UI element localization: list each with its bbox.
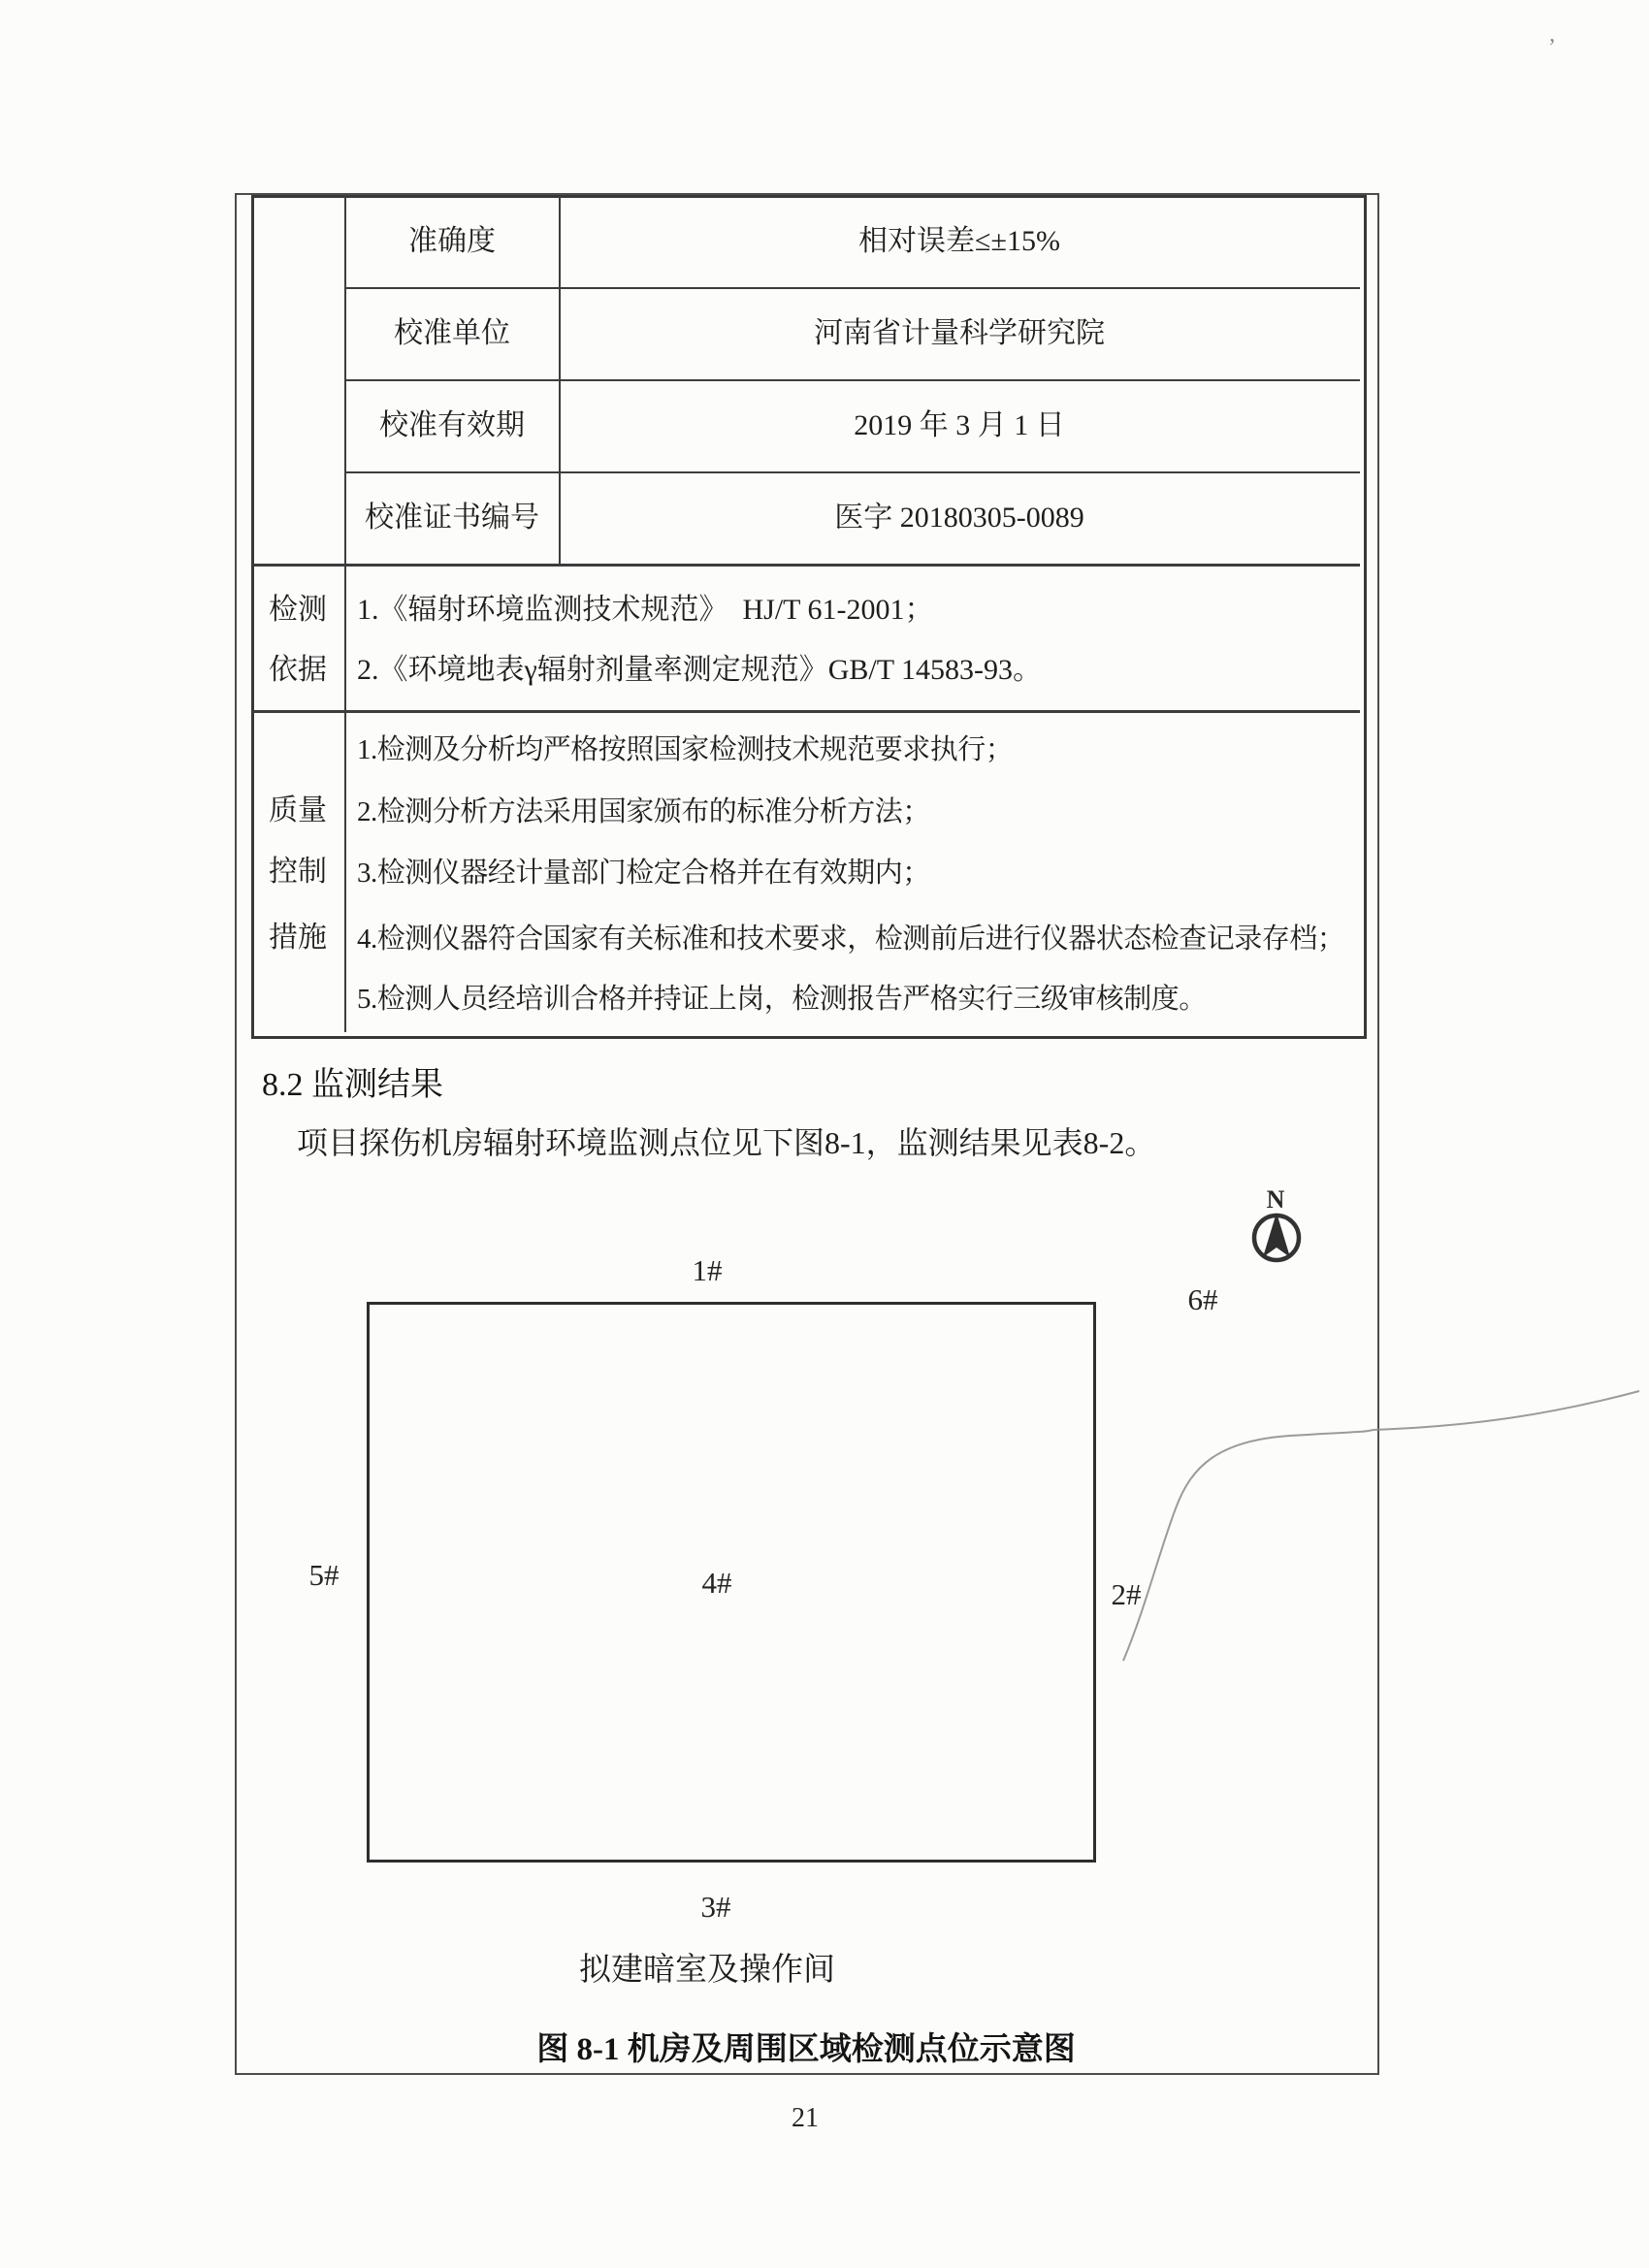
table-hline-4 (252, 564, 1360, 567)
basis-label-line1: 检测 (269, 594, 327, 626)
monitor-point-2: 2# (1111, 1577, 1142, 1611)
scan-speck: ’ (1548, 35, 1556, 60)
quality-item-4: 4.检测仪器符合国家有关标准和技术要求，检测前后进行仪器状态检查记录存档； (357, 923, 1345, 955)
monitor-point-4: 4# (701, 1566, 732, 1600)
compass-icon (1248, 1211, 1305, 1267)
row-accuracy-value: 相对误差≤±15% (858, 225, 1060, 257)
row-cal-validity-label: 校准有效期 (379, 408, 525, 441)
quality-item-1: 1.检测及分析均严格按照国家检测技术规范要求执行； (357, 734, 1014, 765)
row-accuracy-label: 准确度 (408, 225, 496, 257)
section-heading: 8.2 监测结果 (262, 1067, 443, 1103)
quality-item-3: 3.检测仪器经计量部门检定合格并在有效期内； (357, 858, 930, 889)
room-label: 拟建暗室及操作间 (579, 1953, 835, 1988)
row-cal-cert-label: 校准证书编号 (365, 501, 539, 534)
row-cal-validity-value: 2019 年 3 月 1 日 (854, 408, 1065, 441)
basis-item-1: 1.《辐射环境监测技术规范》 HJ/T 61-2001； (357, 594, 934, 626)
monitor-point-3: 3# (700, 1890, 731, 1924)
basis-label-line2: 依据 (269, 654, 327, 686)
section-paragraph: 项目探伤机房辐射环境监测点位见下图8-1，监测结果见表8-2。 (297, 1125, 1156, 1160)
figure-caption: 图 8-1 机房及周围区域检测点位示意图 (536, 2032, 1076, 2067)
scan-artifact-curve (1067, 1339, 1649, 1688)
table-vline-label-col (344, 196, 346, 1032)
monitor-point-1: 1# (692, 1253, 723, 1287)
quality-label-line3: 措施 (269, 922, 327, 954)
monitor-point-5: 5# (308, 1558, 340, 1592)
monitor-point-6: 6# (1187, 1282, 1218, 1316)
basis-item-2: 2.《环境地表γ辐射剂量率测定规范》GB/T 14583-93。 (357, 654, 1043, 686)
quality-item-5: 5.检测人员经培训合格并持证上岗，检测报告严格实行三级审核制度。 (357, 984, 1207, 1015)
table-hline-5 (252, 710, 1360, 713)
row-cal-cert-value: 医字 20180305-0089 (834, 501, 1084, 534)
quality-item-2: 2.检测分析方法采用国家颁布的标准分析方法； (357, 796, 930, 827)
quality-label-line1: 质量 (269, 794, 327, 826)
page-number: 21 (792, 2103, 819, 2133)
quality-label-line2: 控制 (269, 856, 327, 888)
row-cal-unit-label: 校准单位 (394, 316, 510, 349)
row-cal-unit-value: 河南省计量科学研究院 (814, 316, 1105, 349)
compass-north-label: N (1266, 1185, 1285, 1214)
room-outline (367, 1302, 1096, 1863)
